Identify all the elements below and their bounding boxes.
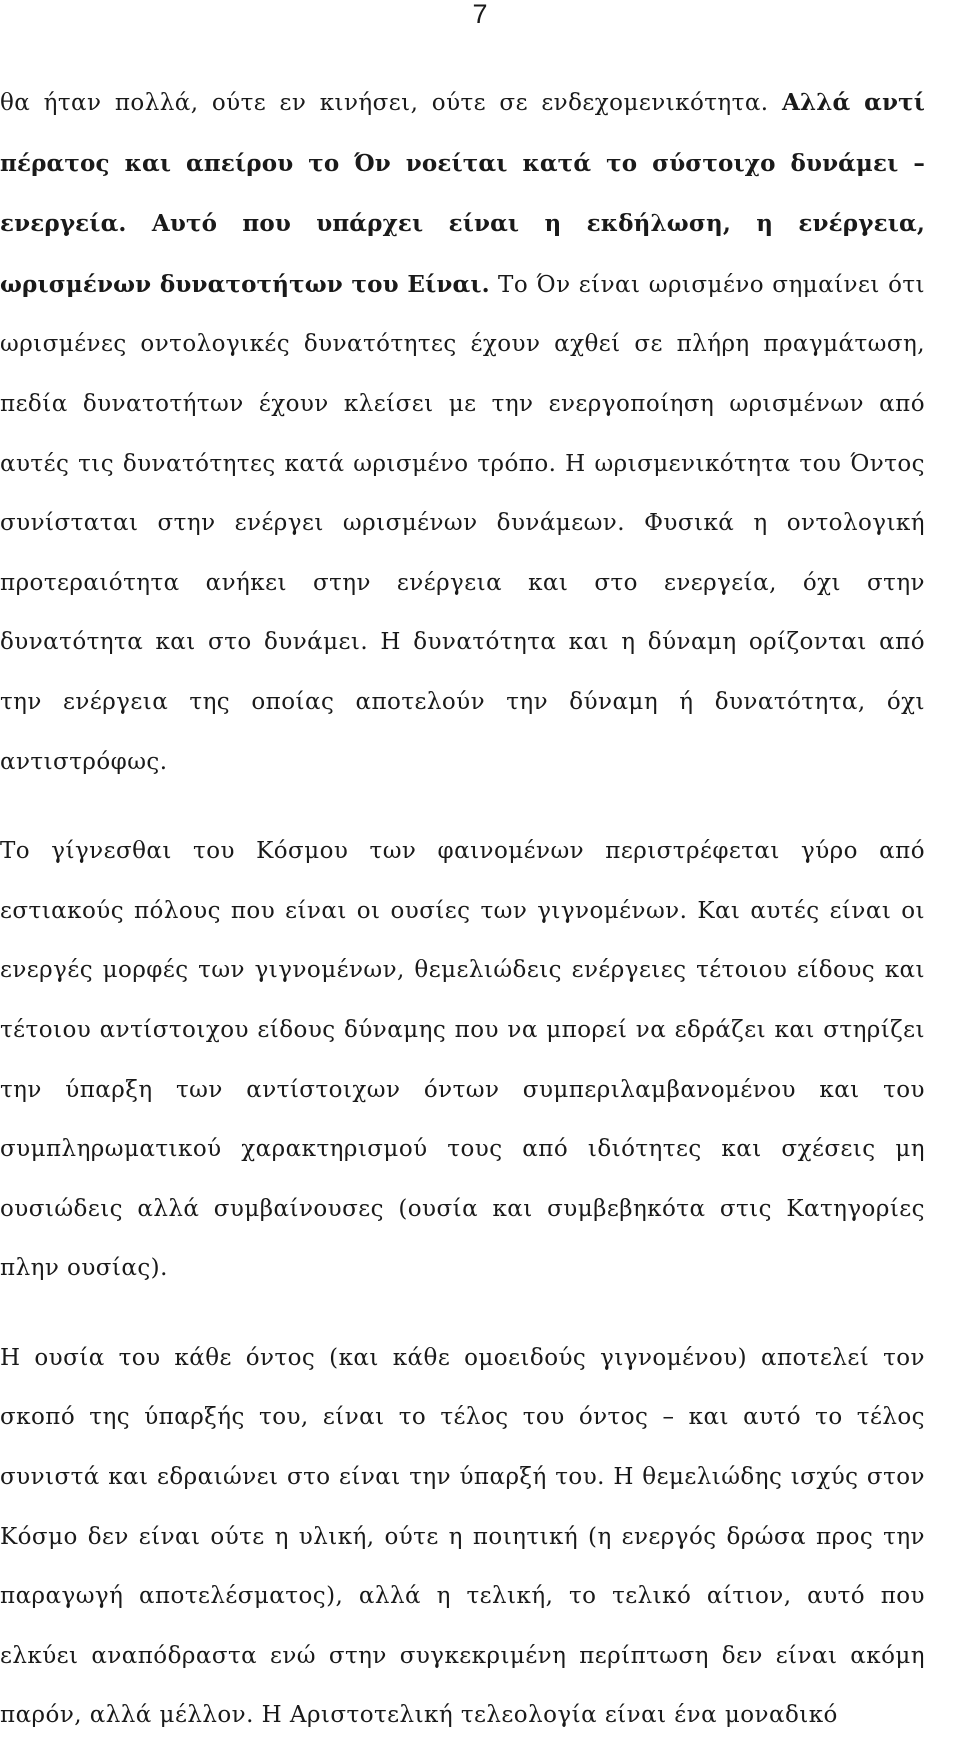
paragraph-3	[0, 1329, 925, 1746]
text-segment: θα ήταν πολλά, ούτε εν κινήσει, ούτε σε ενδεχομενικότητα.	[0, 90, 782, 116]
page-number: 7	[472, 0, 488, 29]
text-segment: Το γίγνεσθαι του Κόσμου των φαινομένων περιστρέφεται γύρο από εστιακούς πόλους που είναι οι ουσίες των γιγνομένων. Και αυτές είναι οι ενεργές μορφές των γιγνομένων, θεμελιώδεις ενέργειες τέτοιου είδους και τέτοιου αντίστοιχου είδους δύναμης που να μπορεί να εδράζει και στηρίζει την ύπαρξη των αντίστοιχων όντων συμπεριλαμβανομένου και του συμπληρωματικού χαρακτηρισμού τους από ιδιότητες και σχέσεις μη ουσιώδεις αλλά συμβαίνουσες (ουσία και συμβεβηκότα στις Κατηγορίες πλην ουσίας).	[0, 838, 925, 1282]
paragraph-2	[0, 822, 925, 1299]
bold-text-segment: Αλλά αντί πέρατος και απείρου το Όν νοείται κατά το σύστοιχο δυνάμει – ενεργεία. Αυτό που υπάρχει είναι η εκδήλωση, η ενέργεια, ωρισμένων δυνατοτήτων του Είναι.	[0, 89, 925, 298]
text-segment: Το Όν είναι ωρισμένο σημαίνει ότι ωρισμένες οντολογικές δυνατότητες έχουν αχθεί σε πλήρη πραγμάτωση, πεδία δυνατοτήτων έχουν κλείσει με την ενεργοποίηση ωρισμένων από αυτές τις δυνατότητες κατά ωρισμένο τρόπο. Η ωρισμενικότητα του Όντος συνίσταται στην ενέργει ωρισμένων δυνάμεων. Φυσικά η οντολογική προτεραιότητα ανήκει στην ενέργεια και στο ενεργεία, όχι στην δυνατότητα και στο δυνάμει. Η δυνατότητα και η δύναμη ορίζονται από την ενέργεια της οποίας αποτελούν την δύναμη ή δυνατότητα, όχι αντιστρόφως.	[0, 271, 926, 775]
paragraph-1	[0, 73, 925, 792]
document-body	[0, 73, 925, 1746]
text-segment: Η ουσία του κάθε όντος (και κάθε ομοειδούς γιγνομένου) αποτελεί τον σκοπό της ύπαρξής του, είναι το τέλος του όντος – και αυτό το τέλος συνιστά και εδραιώνει στο είναι την ύπαρξή του. Η θεμελιώδης ισχύς στον Κόσμο δεν είναι ούτε η υλική, ούτε η ποιητική (η ενεργός δρώσα προς την παραγωγή αποτελέσματος), αλλά η τελική, το τελικό αίτιον, αυτό που ελκύει αναπόδραστα ενώ στην συγκεκριμένη περίπτωση δεν είναι ακόμη παρόν, αλλά μέλλον. Η Αριστοτελική τελεολογία είναι ένα μοναδικό	[0, 1344, 925, 1729]
